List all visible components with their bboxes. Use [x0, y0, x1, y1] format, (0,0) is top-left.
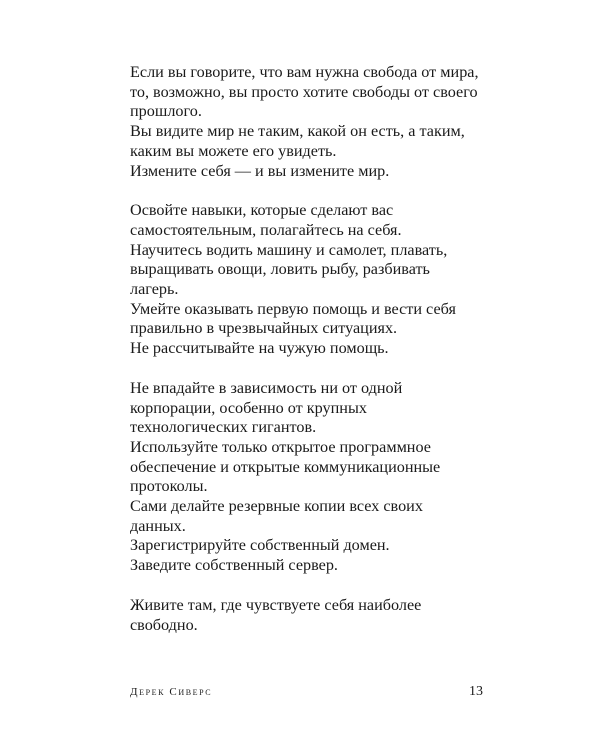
text-line: Заведите собственный сервер.	[130, 556, 338, 575]
page-number: 13	[469, 684, 483, 699]
text-line: Умейте оказывать первую помощь и вести себя	[130, 299, 456, 318]
text-line: Научитесь водить машину и самолет, плавать,	[130, 240, 448, 259]
text-line: Не впадайте в зависимость ни от одной	[130, 378, 403, 397]
stanza-3	[130, 379, 530, 576]
text-line: выращивать овощи, ловить рыбу, разбивать	[130, 260, 430, 279]
text-line: Вы видите мир не таким, какой он есть, а таким,	[130, 122, 465, 141]
stanza-2	[130, 201, 530, 359]
page-footer	[130, 686, 483, 706]
text-line: Используйте только открытое программное	[130, 437, 431, 456]
text-line: каким вы можете его увидеть.	[130, 141, 337, 160]
text-line: Не рассчитывайте на чужую помощь.	[130, 339, 389, 358]
text-line: лагерь.	[130, 280, 179, 299]
text-line: самостоятельным, полагайтесь на себя.	[130, 220, 402, 239]
text-line: Если вы говорите, что вам нужна свобода от мира,	[130, 63, 479, 81]
text-line: Сами делайте резервные копии всех своих	[130, 497, 423, 516]
running-footer-author: Дерек Сиверс	[130, 686, 213, 698]
text-line: протоколы.	[130, 477, 208, 496]
text-line: правильно в чрезвычайных ситуациях.	[130, 319, 398, 338]
text-line: свободно.	[130, 615, 198, 634]
text-line: данных.	[130, 516, 186, 535]
text-line: технологических гигантов.	[130, 418, 317, 437]
text-line: то, возможно, вы просто хотите свободы от своего	[130, 82, 478, 101]
text-line: Освойте навыки, которые сделают вас	[130, 201, 394, 220]
stanza-4	[130, 596, 530, 635]
text-line: обеспечение и открытые коммуникационные	[130, 457, 441, 476]
text-line: Живите там, где чувствуете себя наиболее	[130, 595, 422, 614]
text-line: Измените себя — и вы измените мир.	[130, 161, 390, 180]
text-line: корпорации, особенно от крупных	[130, 398, 367, 417]
stanza-1	[130, 63, 530, 181]
text-line: Зарегистрируйте собственный домен.	[130, 536, 390, 555]
text-line: прошлого.	[130, 102, 202, 121]
page-content	[130, 63, 530, 635]
